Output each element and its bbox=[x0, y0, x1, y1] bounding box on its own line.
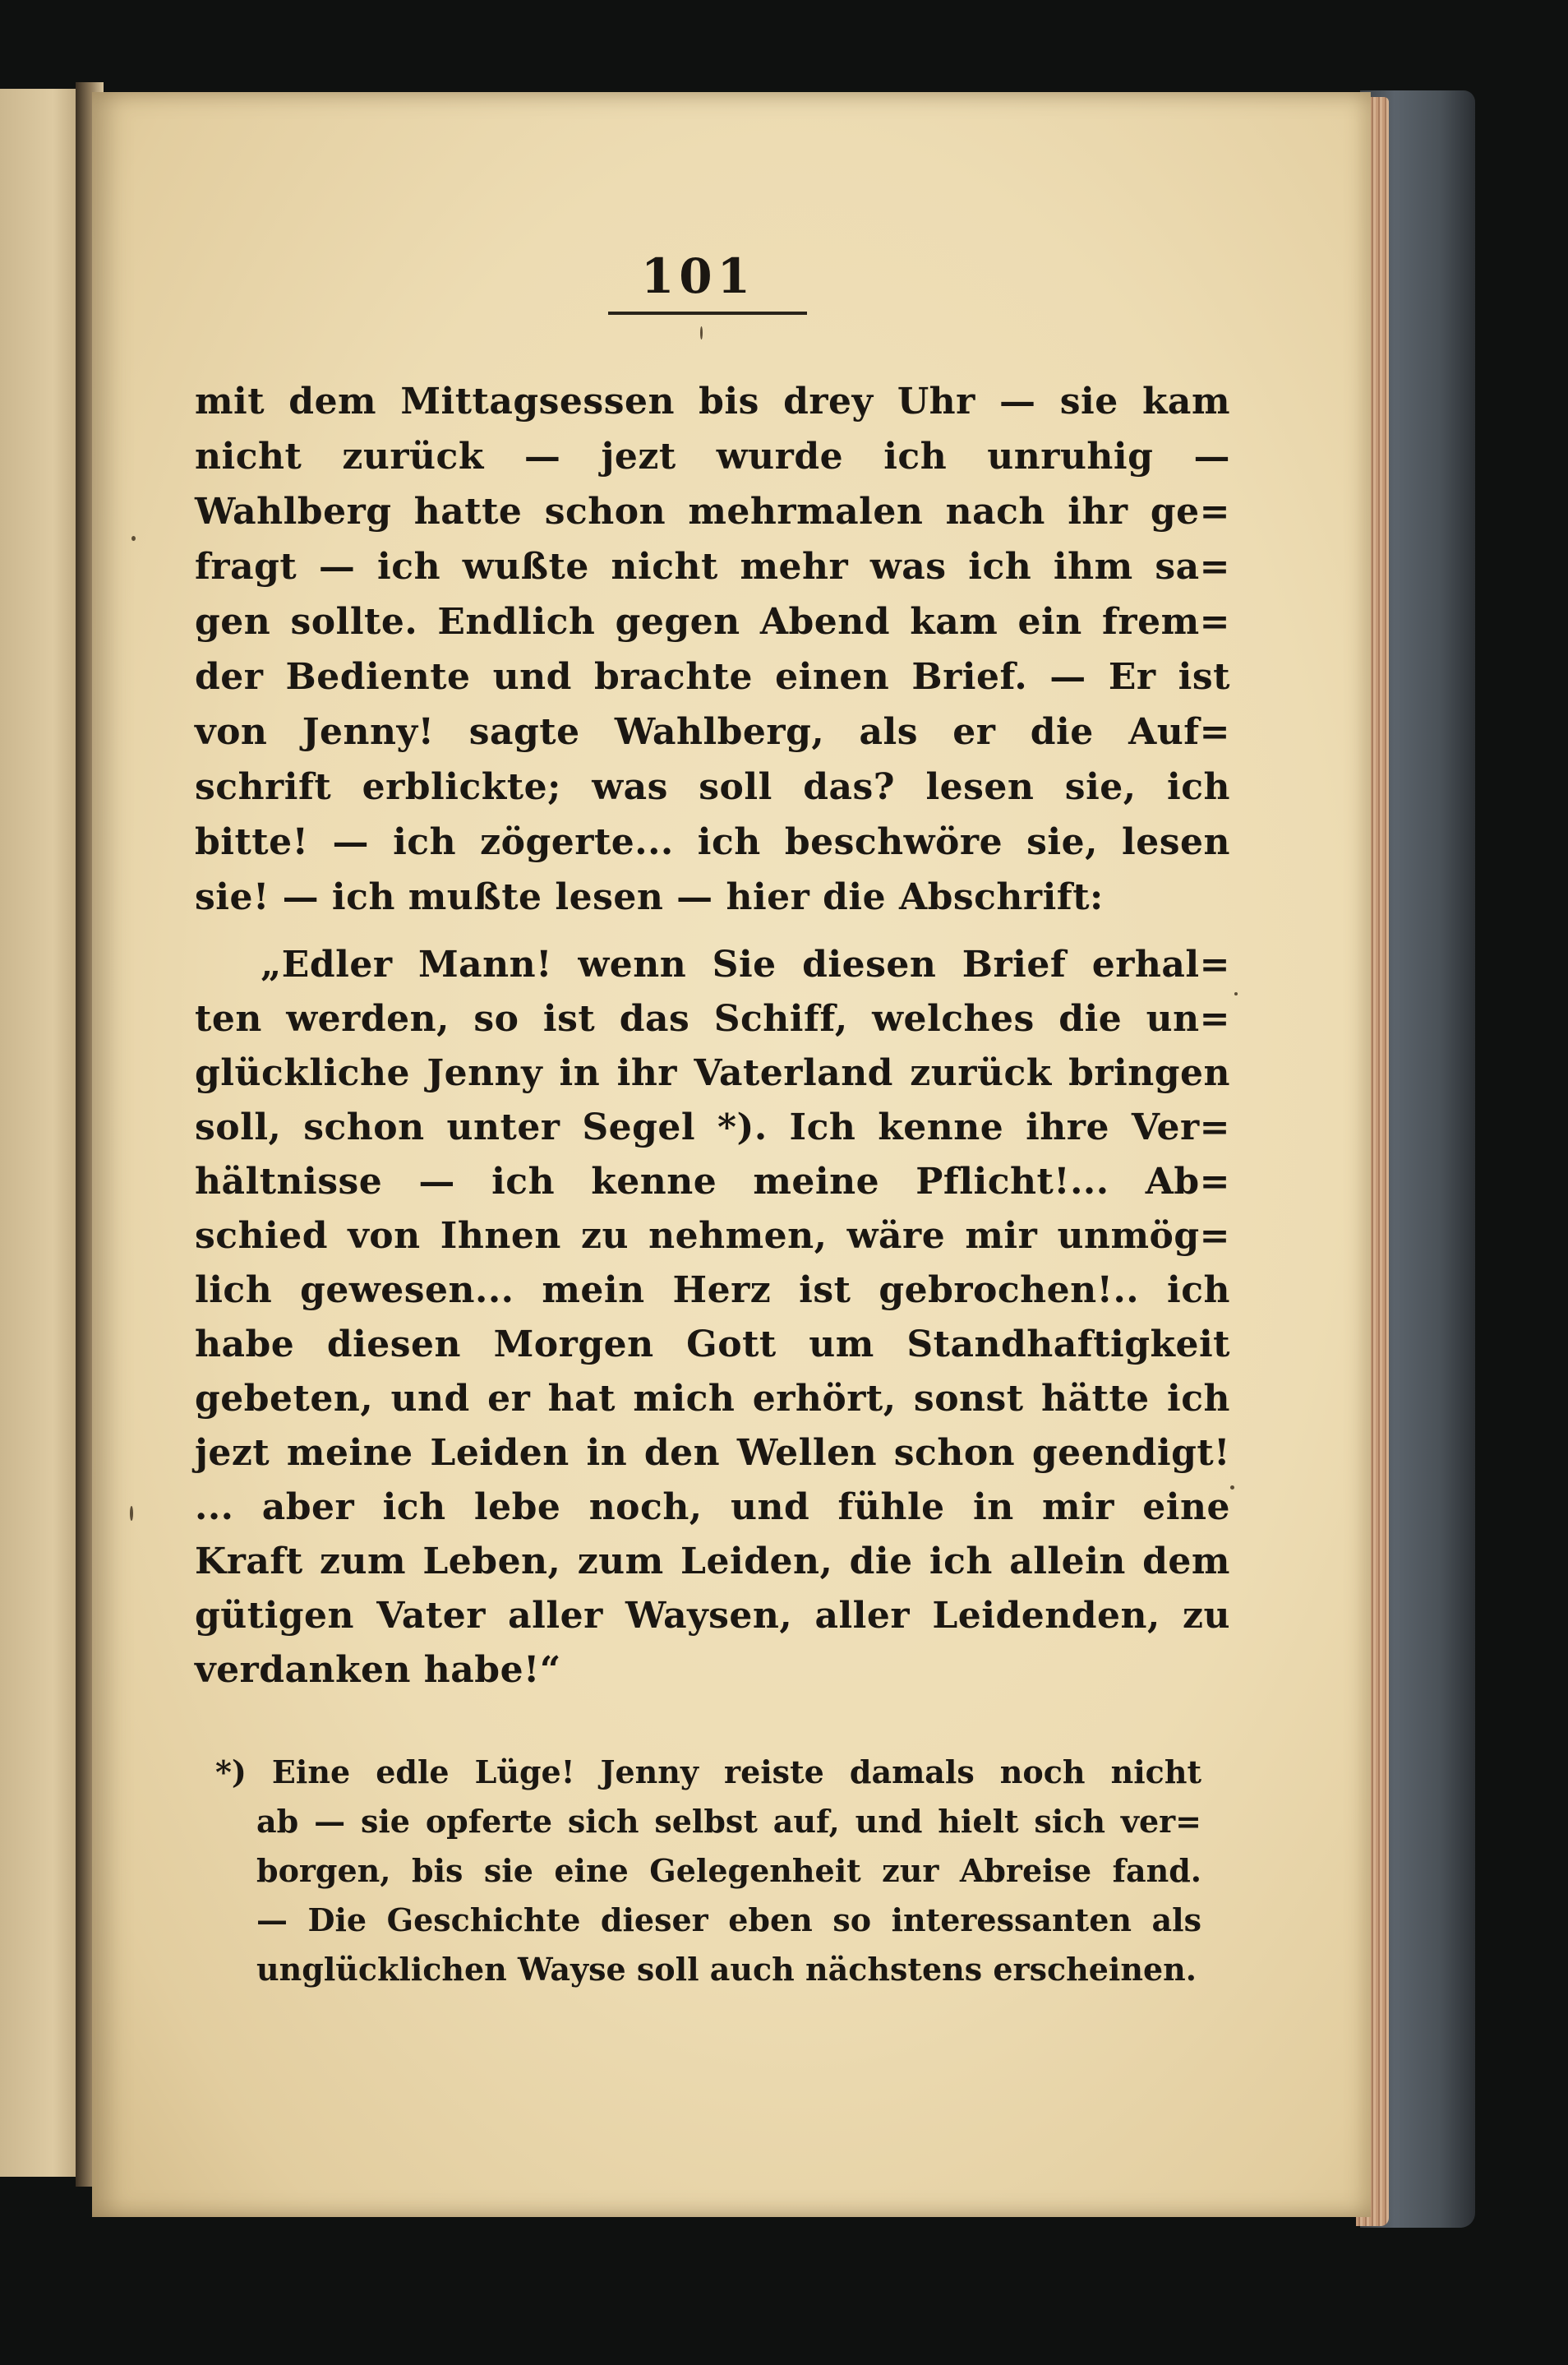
paper-speck bbox=[1234, 992, 1238, 995]
text-line: gebeten, und er hat mich erhört, sonst hätte ich bbox=[195, 1378, 1230, 1420]
text-line: gen sollte. Endlich gegen Abend kam ein frem= bbox=[195, 601, 1230, 643]
text-line: mit dem Mittagsessen bis drey Uhr — sie kam bbox=[195, 381, 1230, 423]
text-line: hältnisse — ich kenne meine Pflicht!... Ab= bbox=[195, 1161, 1230, 1203]
footnote-line: — Die Geschichte dieser eben so interessanten als bbox=[256, 1901, 1201, 1938]
paper-speck bbox=[130, 1506, 133, 1521]
text-line: verdanken habe!“ bbox=[195, 1649, 561, 1691]
paper-speck bbox=[131, 536, 136, 541]
text-line: „Edler Mann! wenn Sie diesen Brief erhal= bbox=[261, 944, 1230, 986]
paper-speck bbox=[700, 326, 703, 340]
text-line: jezt meine Leiden in den Wellen schon geendigt! bbox=[195, 1432, 1230, 1474]
text-line: ... aber ich lebe noch, und fühle in mir eine bbox=[195, 1486, 1230, 1528]
text-line: schrift erblickte; was soll das? lesen sie, ich bbox=[195, 766, 1230, 808]
text-line: schied von Ihnen zu nehmen, wäre mir unmög= bbox=[195, 1215, 1230, 1257]
text-line: gütigen Vater aller Waysen, aller Leidenden, zu bbox=[195, 1595, 1230, 1637]
text-line: habe diesen Morgen Gott um Standhaftigkeit bbox=[195, 1323, 1230, 1365]
text-line: nicht zurück — jezt wurde ich unruhig — bbox=[195, 436, 1230, 478]
footnote-line: *) Eine edle Lüge! Jenny reiste damals noch nicht bbox=[215, 1753, 1201, 1790]
page-text bbox=[92, 92, 1371, 2217]
text-line: Kraft zum Leben, zum Leiden, die ich allein dem bbox=[195, 1540, 1230, 1582]
text-line: Wahlberg hatte schon mehrmalen nach ihr ge= bbox=[195, 491, 1230, 533]
header-rule bbox=[608, 312, 807, 315]
text-line: ten werden, so ist das Schiff, welches die un= bbox=[195, 998, 1230, 1040]
footnote-line: ab — sie opferte sich selbst auf, und hielt sich ver= bbox=[256, 1803, 1201, 1840]
page-number: 101 bbox=[640, 248, 756, 304]
text-line: bitte! — ich zögerte... ich beschwöre sie, lesen bbox=[195, 821, 1230, 863]
footnote-line: borgen, bis sie eine Gelegenheit zur Abreise fand. bbox=[256, 1852, 1201, 1889]
text-line: lich gewesen... mein Herz ist gebrochen!.. ich bbox=[195, 1269, 1230, 1311]
text-line: sie! — ich mußte lesen — hier die Abschrift: bbox=[195, 876, 1104, 918]
text-line: von Jenny! sagte Wahlberg, als er die Auf= bbox=[195, 711, 1230, 753]
text-line: der Bediente und brachte einen Brief. — Er ist bbox=[195, 656, 1230, 698]
paper-speck bbox=[1230, 1485, 1234, 1490]
footnote-line: unglücklichen Wayse soll auch nächstens erscheinen. bbox=[256, 1951, 1197, 1988]
text-line: glückliche Jenny in ihr Vaterland zurück bringen bbox=[195, 1052, 1230, 1094]
text-line: soll, schon unter Segel *). Ich kenne ihre Ver= bbox=[195, 1106, 1230, 1148]
book-page bbox=[92, 92, 1371, 2217]
text-line: fragt — ich wußte nicht mehr was ich ihm sa= bbox=[195, 546, 1230, 588]
